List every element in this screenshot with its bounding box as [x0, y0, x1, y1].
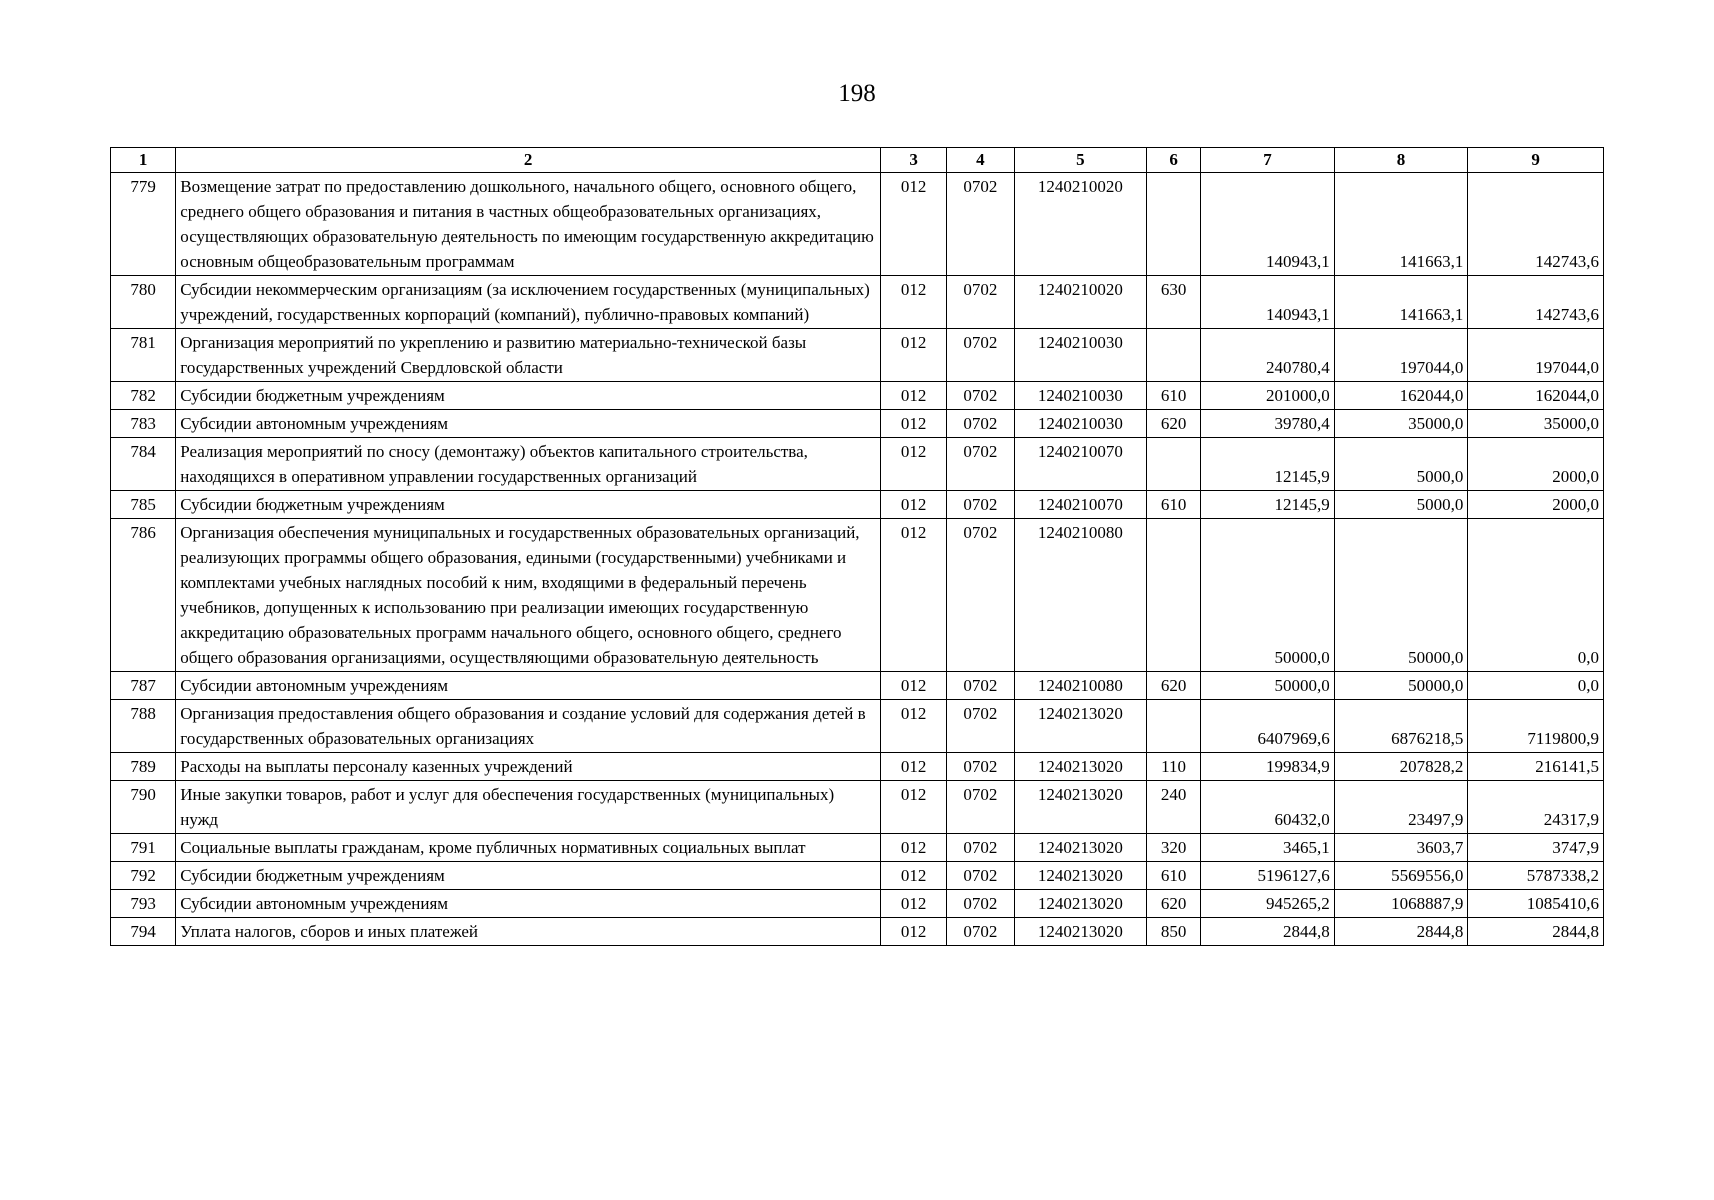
target-article-cell: 1240210030 [1014, 329, 1147, 382]
expense-type-cell: 620 [1147, 890, 1201, 918]
table-row [111, 700, 1604, 753]
expense-name-cell: Субсидии бюджетным учреждениям [176, 382, 881, 410]
row-number-cell: 786 [111, 519, 176, 672]
table-row [111, 753, 1604, 781]
table-row [111, 834, 1604, 862]
table-row [111, 519, 1604, 672]
expense-type-cell [1147, 438, 1201, 491]
table-row [111, 329, 1604, 382]
amount-col-7-cell: 6407969,6 [1201, 700, 1335, 753]
amount-col-8-cell: 3603,7 [1334, 834, 1468, 862]
amount-col-8-cell: 50000,0 [1334, 519, 1468, 672]
ministry-code-cell: 012 [880, 781, 946, 834]
amount-col-7-cell: 50000,0 [1201, 519, 1335, 672]
section-code-cell: 0702 [947, 382, 1014, 410]
target-article-cell: 1240210030 [1014, 382, 1147, 410]
amount-col-9-cell: 7119800,9 [1468, 700, 1604, 753]
row-number-cell: 787 [111, 672, 176, 700]
row-number-cell: 788 [111, 700, 176, 753]
amount-col-9-cell: 216141,5 [1468, 753, 1604, 781]
table-row [111, 438, 1604, 491]
table-row [111, 862, 1604, 890]
amount-col-8-cell: 2844,8 [1334, 918, 1468, 946]
section-code-cell: 0702 [947, 781, 1014, 834]
amount-col-7-cell: 945265,2 [1201, 890, 1335, 918]
amount-col-8-cell: 141663,1 [1334, 276, 1468, 329]
section-code-cell: 0702 [947, 276, 1014, 329]
table-row [111, 410, 1604, 438]
section-code-cell: 0702 [947, 834, 1014, 862]
ministry-code-cell: 012 [880, 918, 946, 946]
row-number-cell: 793 [111, 890, 176, 918]
section-code-cell: 0702 [947, 918, 1014, 946]
ministry-code-cell: 012 [880, 276, 946, 329]
row-number-cell: 789 [111, 753, 176, 781]
section-code-cell: 0702 [947, 410, 1014, 438]
table-row [111, 491, 1604, 519]
amount-col-9-cell: 5787338,2 [1468, 862, 1604, 890]
ministry-code-cell: 012 [880, 890, 946, 918]
expense-type-cell: 320 [1147, 834, 1201, 862]
section-code-cell: 0702 [947, 438, 1014, 491]
amount-col-7-cell: 5196127,6 [1201, 862, 1335, 890]
header-col-5: 5 [1014, 148, 1147, 173]
header-col-8: 8 [1334, 148, 1468, 173]
amount-col-7-cell: 140943,1 [1201, 276, 1335, 329]
expense-name-cell: Организация предоставления общего образования и создание условий для содержания детей в государственных образовательных организациях [176, 700, 881, 753]
amount-col-7-cell: 3465,1 [1201, 834, 1335, 862]
amount-col-9-cell: 2000,0 [1468, 438, 1604, 491]
row-number-cell: 792 [111, 862, 176, 890]
table-row [111, 890, 1604, 918]
row-number-cell: 782 [111, 382, 176, 410]
amount-col-9-cell: 2000,0 [1468, 491, 1604, 519]
table-row [111, 918, 1604, 946]
expense-name-cell: Субсидии некоммерческим организациям (за исключением государственных (муниципальных) учреждений, государственных корпораций (компаний), публично-правовых компаний) [176, 276, 881, 329]
amount-col-9-cell: 1085410,6 [1468, 890, 1604, 918]
amount-col-9-cell: 2844,8 [1468, 918, 1604, 946]
expense-name-cell: Реализация мероприятий по сносу (демонтажу) объектов капитального строительства, находящихся в оперативном управлении государственных организаций [176, 438, 881, 491]
amount-col-7-cell: 12145,9 [1201, 438, 1335, 491]
target-article-cell: 1240210030 [1014, 410, 1147, 438]
amount-col-9-cell: 142743,6 [1468, 276, 1604, 329]
section-code-cell: 0702 [947, 519, 1014, 672]
expense-name-cell: Организация обеспечения муниципальных и государственных образовательных организаций, реализующих программы общего образования, едиными (государственными) учебниками и комплектами учебных наглядных пособий к ним, входящими в федеральный перечень учебников, допущенных к использованию при реализации имеющих государственную аккредитацию образовательных программ начального общего, основного общего, среднего общего образования организациями, осуществляющими образовательную деятельность [176, 519, 881, 672]
expense-name-cell: Социальные выплаты гражданам, кроме публичных нормативных социальных выплат [176, 834, 881, 862]
expense-type-cell: 620 [1147, 410, 1201, 438]
table-row [111, 672, 1604, 700]
amount-col-7-cell: 39780,4 [1201, 410, 1335, 438]
amount-col-8-cell: 50000,0 [1334, 672, 1468, 700]
header-row [111, 148, 1604, 173]
table-row [111, 173, 1604, 276]
expense-name-cell: Субсидии автономным учреждениям [176, 410, 881, 438]
amount-col-7-cell: 12145,9 [1201, 491, 1335, 519]
amount-col-7-cell: 60432,0 [1201, 781, 1335, 834]
amount-col-8-cell: 141663,1 [1334, 173, 1468, 276]
expense-name-cell: Иные закупки товаров, работ и услуг для обеспечения государственных (муниципальных) нужд [176, 781, 881, 834]
table-row [111, 382, 1604, 410]
ministry-code-cell: 012 [880, 491, 946, 519]
ministry-code-cell: 012 [880, 329, 946, 382]
target-article-cell: 1240210070 [1014, 438, 1147, 491]
row-number-cell: 794 [111, 918, 176, 946]
header-col-6: 6 [1147, 148, 1201, 173]
row-number-cell: 780 [111, 276, 176, 329]
expense-type-cell [1147, 329, 1201, 382]
target-article-cell: 1240213020 [1014, 781, 1147, 834]
amount-col-7-cell: 50000,0 [1201, 672, 1335, 700]
amount-col-9-cell: 0,0 [1468, 519, 1604, 672]
amount-col-9-cell: 142743,6 [1468, 173, 1604, 276]
header-col-1: 1 [111, 148, 176, 173]
table-row [111, 276, 1604, 329]
header-col-4: 4 [947, 148, 1014, 173]
header-col-7: 7 [1201, 148, 1335, 173]
table-row [111, 781, 1604, 834]
ministry-code-cell: 012 [880, 173, 946, 276]
amount-col-8-cell: 207828,2 [1334, 753, 1468, 781]
amount-col-7-cell: 240780,4 [1201, 329, 1335, 382]
amount-col-7-cell: 199834,9 [1201, 753, 1335, 781]
target-article-cell: 1240210020 [1014, 173, 1147, 276]
expense-type-cell: 850 [1147, 918, 1201, 946]
target-article-cell: 1240213020 [1014, 862, 1147, 890]
page-number: 198 [838, 80, 876, 107]
amount-col-8-cell: 162044,0 [1334, 382, 1468, 410]
row-number-cell: 790 [111, 781, 176, 834]
amount-col-8-cell: 5000,0 [1334, 491, 1468, 519]
section-code-cell: 0702 [947, 491, 1014, 519]
expense-type-cell [1147, 700, 1201, 753]
expense-name-cell: Субсидии автономным учреждениям [176, 890, 881, 918]
section-code-cell: 0702 [947, 700, 1014, 753]
expense-type-cell: 110 [1147, 753, 1201, 781]
expense-type-cell [1147, 173, 1201, 276]
header-col-9: 9 [1468, 148, 1604, 173]
expense-type-cell [1147, 519, 1201, 672]
ministry-code-cell: 012 [880, 753, 946, 781]
amount-col-9-cell: 35000,0 [1468, 410, 1604, 438]
amount-col-8-cell: 5000,0 [1334, 438, 1468, 491]
row-number-cell: 779 [111, 173, 176, 276]
target-article-cell: 1240213020 [1014, 918, 1147, 946]
row-number-cell: 783 [111, 410, 176, 438]
amount-col-9-cell: 3747,9 [1468, 834, 1604, 862]
ministry-code-cell: 012 [880, 862, 946, 890]
expense-name-cell: Субсидии бюджетным учреждениям [176, 862, 881, 890]
section-code-cell: 0702 [947, 753, 1014, 781]
ministry-code-cell: 012 [880, 700, 946, 753]
expense-type-cell: 610 [1147, 491, 1201, 519]
table-body [111, 173, 1604, 946]
header-col-3: 3 [880, 148, 946, 173]
ministry-code-cell: 012 [880, 382, 946, 410]
section-code-cell: 0702 [947, 890, 1014, 918]
ministry-code-cell: 012 [880, 438, 946, 491]
row-number-cell: 781 [111, 329, 176, 382]
section-code-cell: 0702 [947, 329, 1014, 382]
amount-col-7-cell: 140943,1 [1201, 173, 1335, 276]
section-code-cell: 0702 [947, 173, 1014, 276]
expense-type-cell: 610 [1147, 862, 1201, 890]
section-code-cell: 0702 [947, 862, 1014, 890]
expense-type-cell: 630 [1147, 276, 1201, 329]
row-number-cell: 785 [111, 491, 176, 519]
row-number-cell: 784 [111, 438, 176, 491]
expense-name-cell: Субсидии бюджетным учреждениям [176, 491, 881, 519]
target-article-cell: 1240210080 [1014, 519, 1147, 672]
target-article-cell: 1240210070 [1014, 491, 1147, 519]
amount-col-8-cell: 23497,9 [1334, 781, 1468, 834]
amount-col-9-cell: 24317,9 [1468, 781, 1604, 834]
expense-name-cell: Расходы на выплаты персоналу казенных учреждений [176, 753, 881, 781]
ministry-code-cell: 012 [880, 410, 946, 438]
expense-name-cell: Субсидии автономным учреждениям [176, 672, 881, 700]
amount-col-9-cell: 0,0 [1468, 672, 1604, 700]
amount-col-7-cell: 201000,0 [1201, 382, 1335, 410]
ministry-code-cell: 012 [880, 834, 946, 862]
ministry-code-cell: 012 [880, 672, 946, 700]
expense-type-cell: 610 [1147, 382, 1201, 410]
target-article-cell: 1240213020 [1014, 890, 1147, 918]
amount-col-8-cell: 197044,0 [1334, 329, 1468, 382]
expense-type-cell: 620 [1147, 672, 1201, 700]
amount-col-8-cell: 6876218,5 [1334, 700, 1468, 753]
target-article-cell: 1240213020 [1014, 753, 1147, 781]
target-article-cell: 1240210020 [1014, 276, 1147, 329]
amount-col-8-cell: 5569556,0 [1334, 862, 1468, 890]
amount-col-9-cell: 197044,0 [1468, 329, 1604, 382]
budget-table [110, 147, 1604, 946]
amount-col-8-cell: 1068887,9 [1334, 890, 1468, 918]
header-col-2: 2 [176, 148, 881, 173]
row-number-cell: 791 [111, 834, 176, 862]
amount-col-7-cell: 2844,8 [1201, 918, 1335, 946]
expense-name-cell: Возмещение затрат по предоставлению дошкольного, начального общего, основного общего, среднего общего образования и питания в частных общеобразовательных организациях, осуществляющих образовательную деятельность по имеющим государственную аккредитацию основным общеобразовательным программам [176, 173, 881, 276]
section-code-cell: 0702 [947, 672, 1014, 700]
ministry-code-cell: 012 [880, 519, 946, 672]
expense-name-cell: Организация мероприятий по укреплению и развитию материально-технической базы государственных учреждений Свердловской области [176, 329, 881, 382]
amount-col-8-cell: 35000,0 [1334, 410, 1468, 438]
target-article-cell: 1240213020 [1014, 700, 1147, 753]
amount-col-9-cell: 162044,0 [1468, 382, 1604, 410]
expense-name-cell: Уплата налогов, сборов и иных платежей [176, 918, 881, 946]
expense-type-cell: 240 [1147, 781, 1201, 834]
target-article-cell: 1240210080 [1014, 672, 1147, 700]
target-article-cell: 1240213020 [1014, 834, 1147, 862]
